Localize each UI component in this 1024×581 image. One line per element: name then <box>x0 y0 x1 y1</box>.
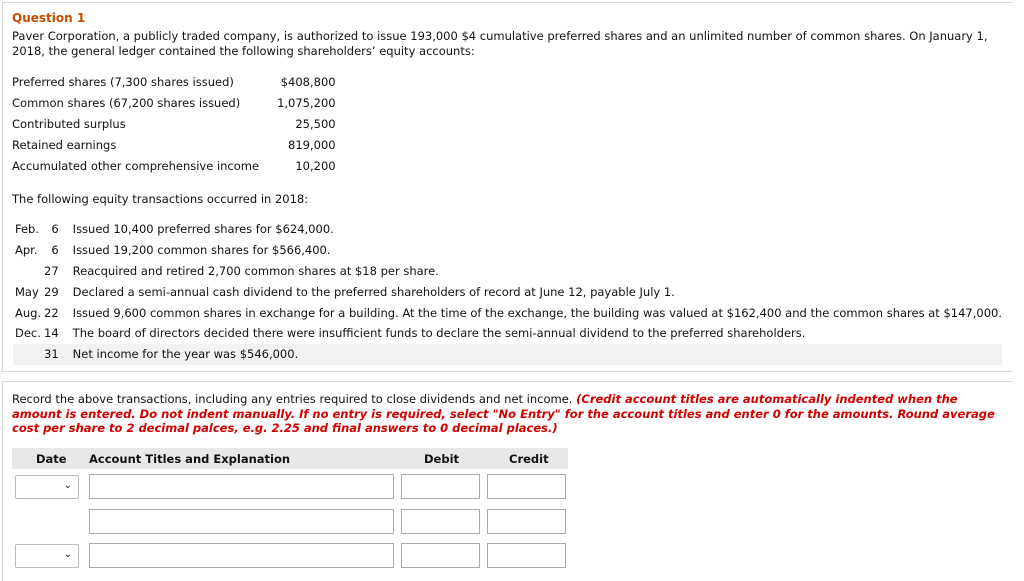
instructions-emphasis: (Credit account titles are automatically indented when the amount is entered. Do not indent manually. If no entry is required, select "No Entry" for the account titles and enter 0 for the amounts. Round average cost per share to 2 decimal palces, e.g. 2.25 and final answers to 0 decimal places.) <box>12 392 995 435</box>
transaction-day: 29 <box>44 284 59 299</box>
balance-label: Accumulated other comprehensive income <box>12 158 260 173</box>
transaction-row <box>13 344 1002 365</box>
transaction-row <box>13 219 1002 240</box>
transaction-day: 22 <box>44 305 59 320</box>
transaction-month <box>13 261 43 282</box>
transaction-row <box>13 323 1002 344</box>
debit-column-header: Debit <box>424 452 460 466</box>
transaction-row <box>13 302 1002 323</box>
credit-column-header: Credit <box>509 452 549 466</box>
transaction-text: Reacquired and retired 2,700 common shares at $18 per share. <box>72 263 439 278</box>
balance-row <box>12 155 336 176</box>
transactions-table <box>13 219 1002 365</box>
balance-amount: 25,500 <box>295 116 336 131</box>
balance-label: Common shares (67,200 shares issued) <box>12 95 241 110</box>
instructions <box>12 392 1002 436</box>
equity-balances-table <box>12 71 336 176</box>
transactions-intro: The following equity transactions occurred in 2018: <box>12 192 309 206</box>
balance-row <box>12 92 336 113</box>
answer-panel <box>2 381 1012 581</box>
transaction-day: 27 <box>44 263 59 278</box>
balance-row <box>12 134 336 155</box>
transaction-month: Aug. <box>15 305 42 320</box>
chevron-down-icon: ⌄ <box>63 480 72 491</box>
account-column-header: Account Titles and Explanation <box>89 452 291 466</box>
balance-label: Preferred shares (7,300 shares issued) <box>12 74 234 89</box>
transaction-text: Declared a semi-annual cash dividend to the preferred shareholders of record at June 12, payable July 1. <box>72 284 675 299</box>
transaction-text: The board of directors decided there were insufficient funds to declare the semi-annual dividend to the preferred shareholders. <box>72 326 806 341</box>
transaction-day: 6 <box>51 222 59 237</box>
transaction-month: Apr. <box>15 243 38 258</box>
question-title: Question 1 <box>12 11 86 25</box>
date-column-header: Date <box>36 452 67 466</box>
transaction-text: Issued 9,600 common shares in exchange for a building. At the time of the exchange, the building was valued at $162,400 and the common shares at $147,000. <box>72 305 1002 320</box>
balance-label: Contributed surplus <box>12 116 126 131</box>
balance-row <box>12 113 336 134</box>
account-title-input[interactable] <box>89 474 394 499</box>
journal-header <box>12 448 568 469</box>
balance-amount: 819,000 <box>288 137 336 152</box>
credit-input[interactable] <box>487 509 566 534</box>
chevron-down-icon: ⌄ <box>63 549 72 560</box>
transaction-row <box>13 261 1002 282</box>
transaction-month <box>13 344 43 365</box>
transaction-row <box>13 240 1002 261</box>
question-intro: Paver Corporation, a publicly traded company, is authorized to issue 193,000 $4 cumulative preferred shares and an unlimited number of common shares. On January 1, 2018, the general ledger contained the following shareholders’ equity accounts: <box>12 29 988 58</box>
transaction-day: 31 <box>43 344 73 365</box>
transaction-row <box>13 281 1002 302</box>
transaction-text: Net income for the year was $546,000. <box>73 344 1002 365</box>
transaction-text: Issued 19,200 common shares for $566,400. <box>72 243 331 258</box>
debit-input[interactable] <box>401 474 480 499</box>
credit-input[interactable] <box>487 474 566 499</box>
transaction-month: Dec. <box>15 326 41 341</box>
transaction-day: 14 <box>44 326 59 341</box>
balance-amount: 10,200 <box>295 158 336 173</box>
date-select[interactable] <box>15 544 79 568</box>
instructions-text: Record the above transactions, including any entries required to close dividends and net income. <box>12 392 577 406</box>
transaction-text: Issued 10,400 preferred shares for $624,000. <box>72 222 334 237</box>
question-panel <box>2 2 1012 372</box>
balance-label: Retained earnings <box>12 137 117 152</box>
transaction-month: May <box>15 284 39 299</box>
debit-input[interactable] <box>401 509 480 534</box>
date-select[interactable] <box>15 475 79 499</box>
balance-amount: 1,075,200 <box>277 95 336 110</box>
transaction-day: 6 <box>51 243 59 258</box>
balance-amount: $408,800 <box>280 74 336 89</box>
credit-input[interactable] <box>487 543 566 568</box>
transaction-month: Feb. <box>15 222 40 237</box>
account-title-input[interactable] <box>89 543 394 568</box>
balance-row <box>12 71 336 92</box>
account-title-input[interactable] <box>89 509 394 534</box>
debit-input[interactable] <box>401 543 480 568</box>
